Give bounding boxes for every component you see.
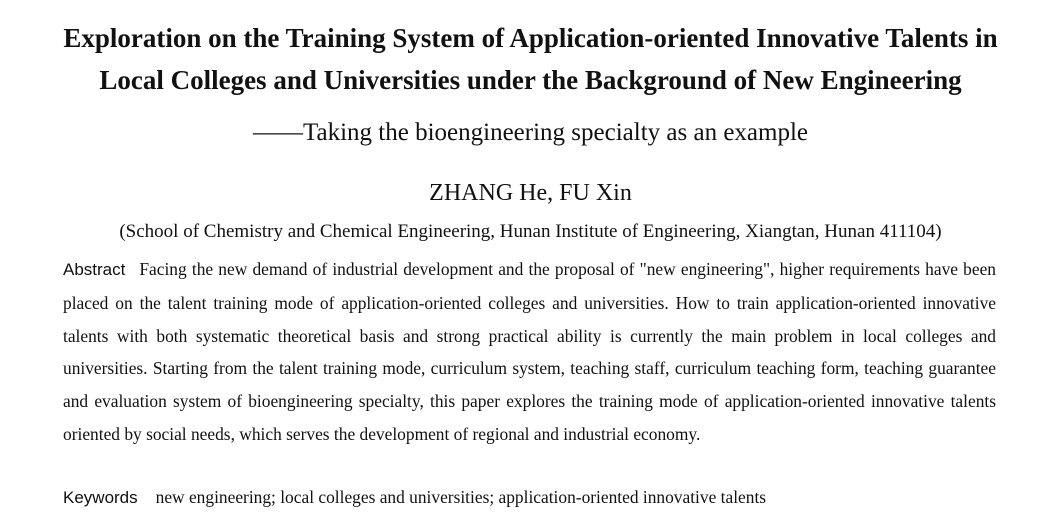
title-line-2: Local Colleges and Universities under the Background of New Engineering [99, 65, 962, 95]
paper-affiliation: (School of Chemistry and Chemical Engineering, Hunan Institute of Engineering, Xiangtan, Hunan 411104) [119, 221, 942, 242]
keywords-text: new engineering; local colleges and universities; application-oriented innovative talents [155, 487, 767, 507]
paper-authors: ZHANG He, FU Xin [429, 180, 632, 206]
abstract-label: Abstract [63, 260, 126, 279]
keywords-section [63, 482, 996, 513]
paper-title [0, 17, 1061, 101]
title-line-1: Exploration on the Training System of Application-oriented Innovative Talents in [63, 23, 998, 53]
paper-subtitle: ——Taking the bioengineering specialty as an example [252, 119, 809, 146]
abstract-section [63, 253, 996, 451]
abstract-text: Facing the new demand of industrial development and the proposal of "new engineering", higher requirements have been placed on the talent training mode of application-oriented colleges and universities. How to train application-oriented innovative talents with both systematic theoretical basis and strong practical ability is currently the main problem in local colleges and universities. Starting from the talent training mode, curriculum system, teaching staff, curriculum teaching form, teaching guarantee and evaluation system of bioengineering specialty, this paper explores the training mode of application-oriented innovative talents oriented by social needs, which serves the development of regional and industrial economy. [63, 259, 996, 444]
keywords-label: Keywords [63, 488, 138, 507]
